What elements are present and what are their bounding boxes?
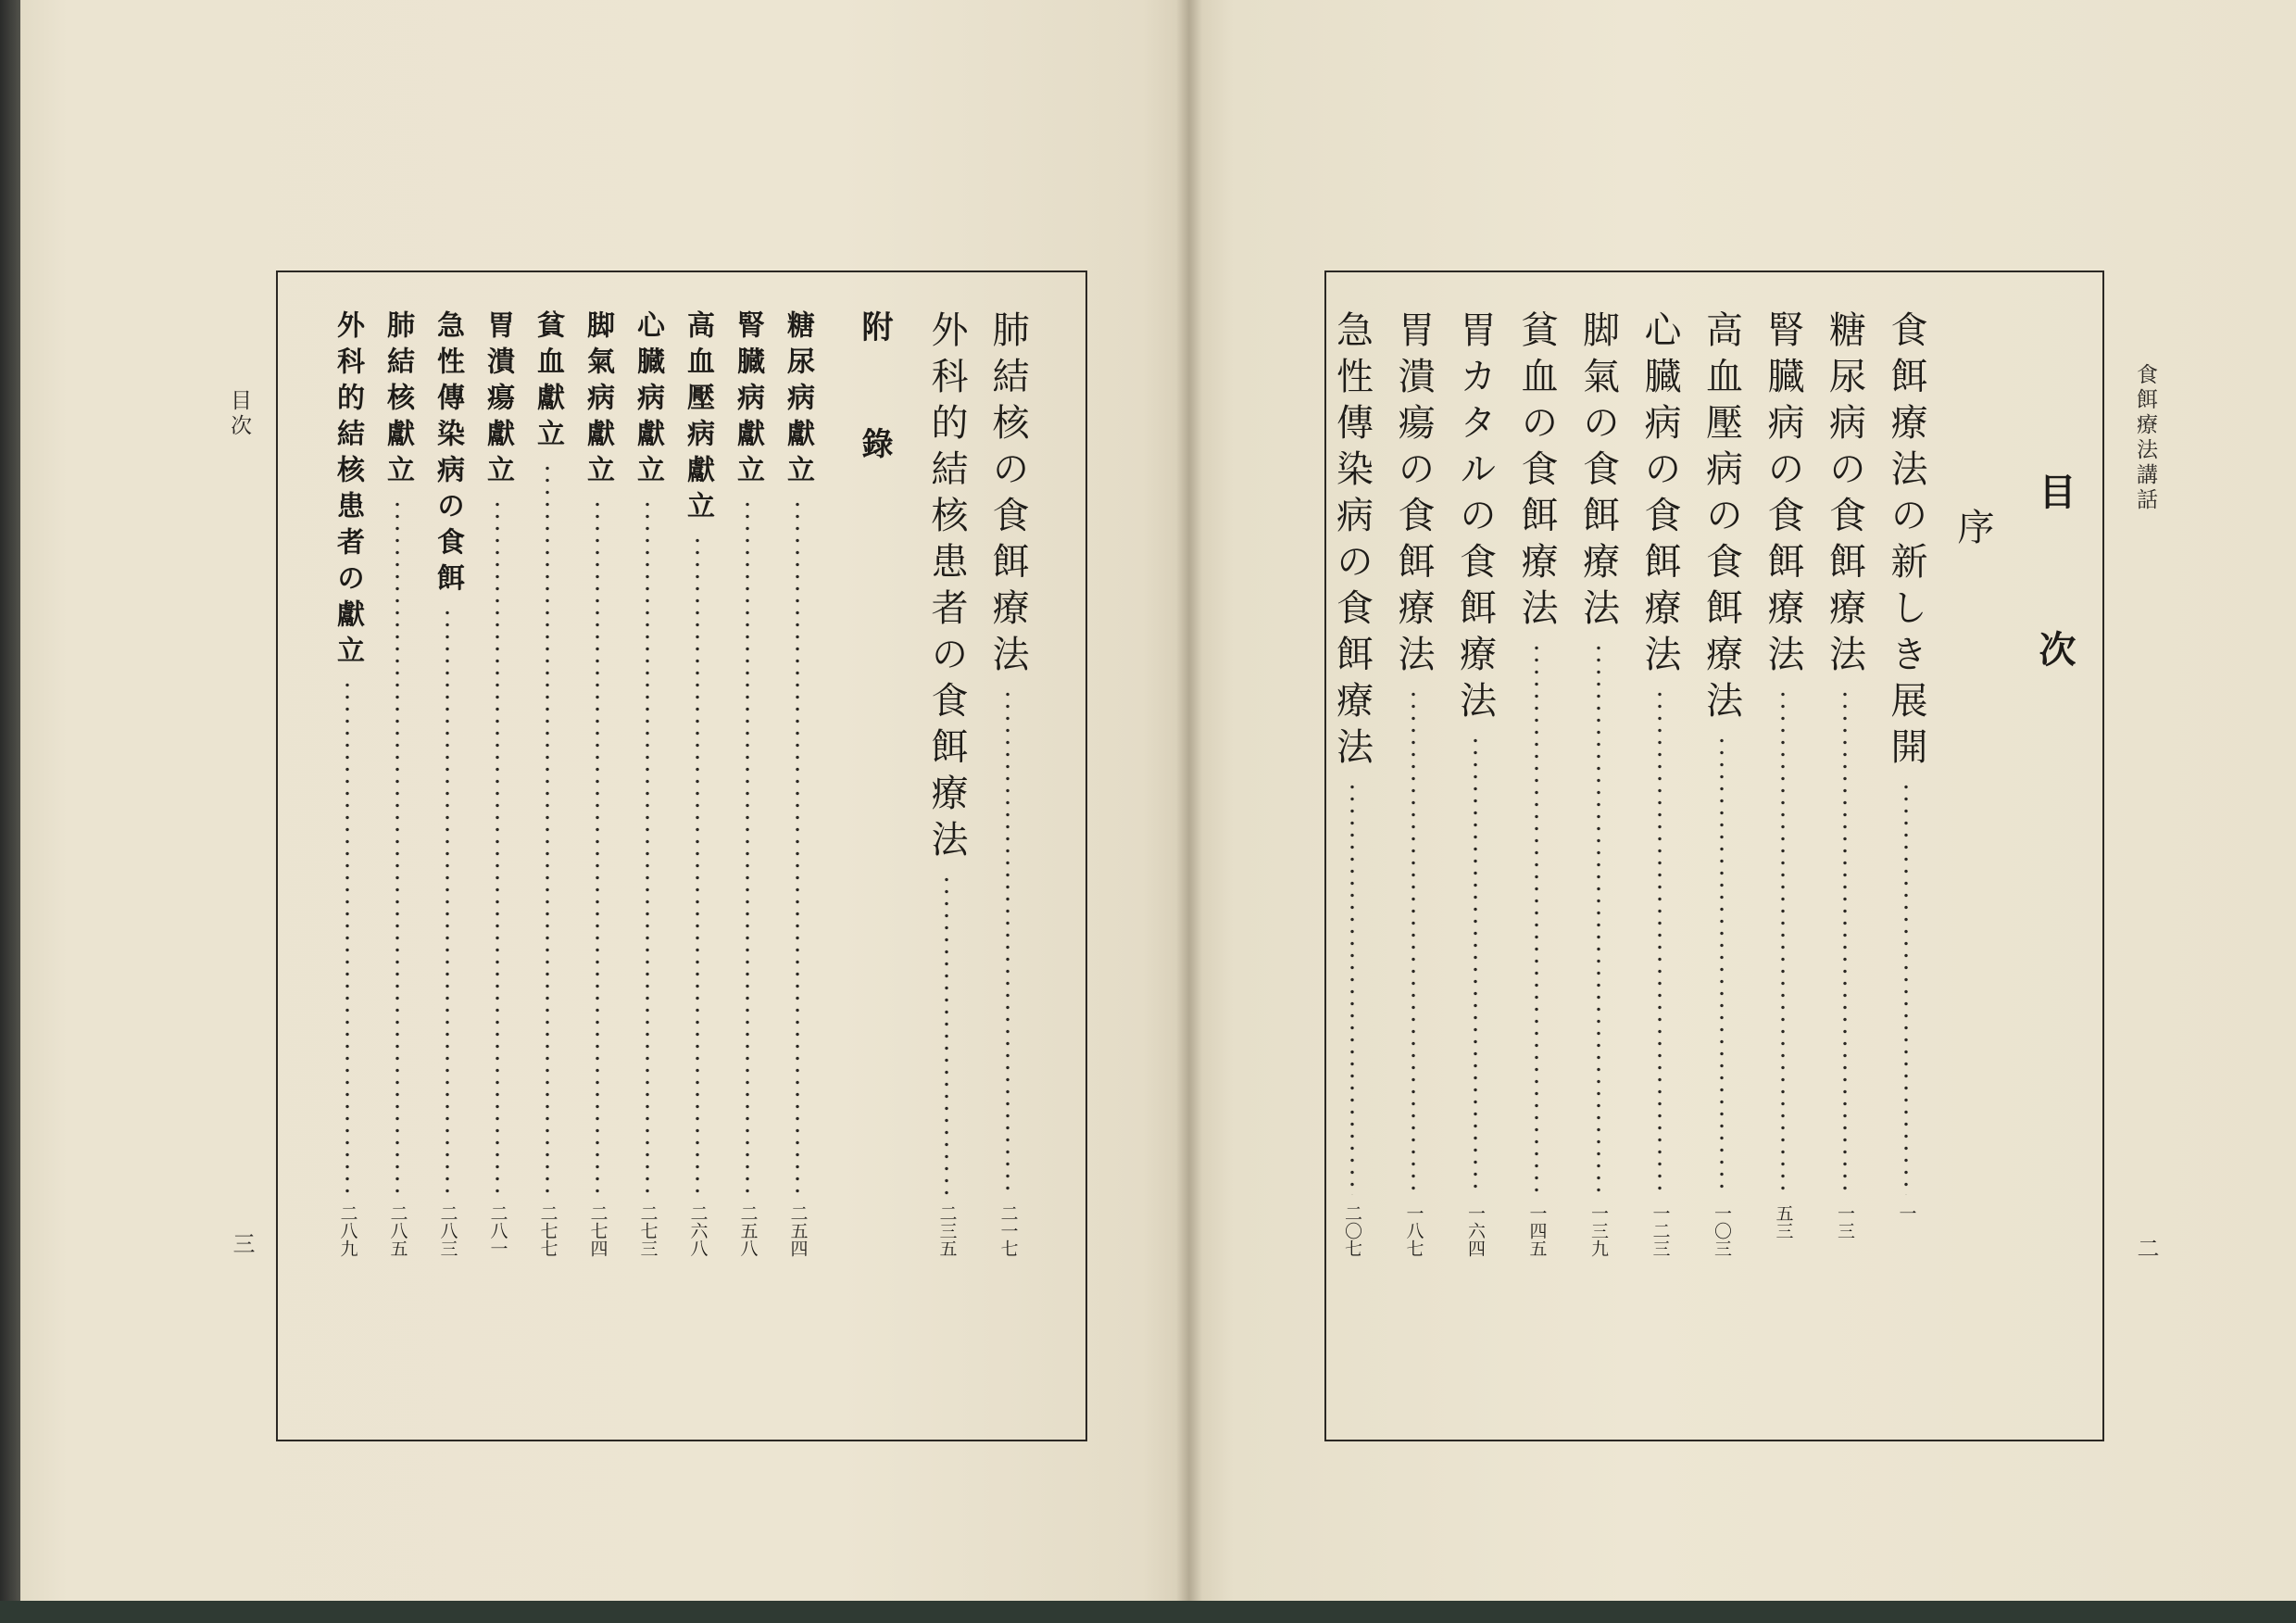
- entry-title: 糖尿病獻立: [782, 310, 814, 491]
- appendix-heading: 附 錄: [856, 310, 893, 496]
- entry-page-number: 一: [1896, 1204, 1917, 1222]
- entry-page-number: 二五四: [787, 1204, 809, 1257]
- scan-edge: [0, 1601, 2296, 1623]
- dot-leader: [1781, 688, 1785, 1195]
- dot-leader: [945, 874, 948, 1195]
- entry-title: 肺結核の食餌療法: [986, 310, 1029, 681]
- dot-leader: [1597, 642, 1600, 1195]
- entry-title: 腎臓病獻立: [732, 310, 764, 491]
- entry-page-number: 二六八: [687, 1204, 709, 1257]
- entry-title: 胃カタルの食餌療法: [1453, 310, 1497, 727]
- dot-leader: [1720, 735, 1724, 1195]
- running-header: 目次: [227, 389, 251, 439]
- entry-title: 脚氣病獻立: [582, 310, 614, 491]
- entry-page-number: 二八三: [437, 1204, 458, 1257]
- entry-title: 急性傳染病の食餌: [432, 310, 464, 599]
- entry-title: 胃潰瘍獻立: [482, 310, 514, 491]
- entry-page-number: 一六四: [1465, 1204, 1486, 1257]
- entry-page-number: 二一七: [997, 1204, 1019, 1257]
- toc-heading: 目 次: [2033, 472, 2076, 721]
- entry-title: 腎臓病の食餌療法: [1762, 310, 1804, 681]
- folio: 二: [2133, 1237, 2159, 1259]
- entry-page-number: 二八九: [337, 1204, 358, 1257]
- dot-leader: [1535, 642, 1538, 1195]
- entry-title: 外科的結核患者の獻立: [332, 310, 364, 672]
- entry-title: 貧血の食餌療法: [1515, 310, 1558, 635]
- entry-page-number: 二七七: [537, 1204, 558, 1257]
- dot-leader: [596, 498, 599, 1195]
- entry-page-number: 五三: [1773, 1204, 1794, 1239]
- running-header: 食餌療法講話: [2133, 363, 2157, 513]
- dot-leader: [345, 679, 349, 1195]
- entry-page-number: 二〇七: [1342, 1204, 1362, 1257]
- entry-page-number: 一三九: [1588, 1204, 1609, 1257]
- entry-title: 糖尿病の食餌療法: [1823, 310, 1866, 681]
- entry-page-number: 一二三: [1650, 1204, 1671, 1257]
- scan-edge: [0, 0, 20, 1623]
- entry-page-number: 二八五: [387, 1204, 408, 1257]
- dot-leader: [395, 498, 399, 1195]
- entry-page-number: 一八七: [1403, 1204, 1424, 1257]
- dot-leader: [1006, 688, 1010, 1195]
- entry-page-number: 一四五: [1526, 1204, 1548, 1257]
- preface-entry: 序: [1951, 508, 1994, 554]
- entry-page-number: 二七三: [637, 1204, 659, 1257]
- entry-title: 高血壓病獻立: [682, 310, 714, 527]
- entry-page-number: 二八一: [487, 1204, 508, 1257]
- entry-title: 脚氣の食餌療法: [1576, 310, 1620, 635]
- entry-title: 外科的結核患者の食餌療法: [925, 310, 968, 866]
- dot-leader: [496, 498, 499, 1195]
- entry-title: 胃潰瘍の食餌療法: [1392, 310, 1435, 681]
- entry-title: 貧血獻立: [532, 310, 564, 455]
- dot-leader: [1350, 781, 1354, 1195]
- entry-title: 心臓病の食餌療法: [1638, 310, 1681, 681]
- dot-leader: [1843, 688, 1847, 1195]
- entry-page-number: 一〇三: [1712, 1204, 1732, 1257]
- entry-title: 食餌療法の新しき展開: [1885, 310, 1927, 774]
- dot-leader: [1658, 688, 1662, 1195]
- book-gutter: [1176, 0, 1202, 1603]
- entry-title: 高血壓病の食餌療法: [1700, 310, 1743, 727]
- dot-leader: [1904, 781, 1908, 1195]
- entry-page-number: 二五八: [737, 1204, 759, 1257]
- entry-page-number: 二七四: [587, 1204, 609, 1257]
- dot-leader: [1411, 688, 1415, 1195]
- entry-page-number: 一三: [1835, 1204, 1855, 1239]
- dot-leader: [646, 498, 649, 1195]
- dot-leader: [445, 607, 449, 1195]
- dot-leader: [796, 498, 799, 1195]
- dot-leader: [696, 535, 699, 1195]
- entry-page-number: 二三五: [936, 1204, 958, 1257]
- dot-leader: [546, 462, 549, 1195]
- folio: 三: [229, 1232, 255, 1254]
- dot-leader: [746, 498, 749, 1195]
- entry-title: 肺結核獻立: [382, 310, 414, 491]
- entry-title: 心臓病獻立: [632, 310, 664, 491]
- dot-leader: [1474, 735, 1477, 1195]
- entry-title: 急性傳染病の食餌療法: [1330, 310, 1374, 774]
